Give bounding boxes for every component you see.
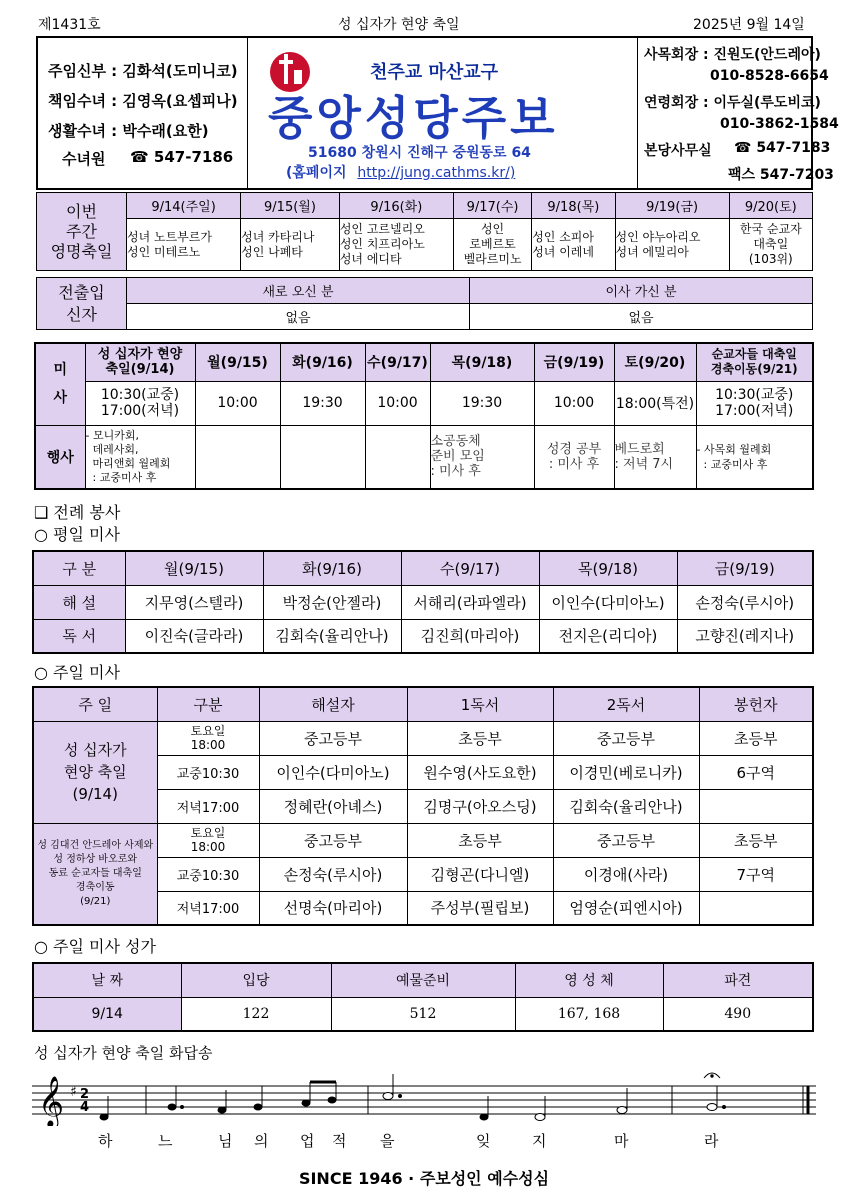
feast-day: 9/18(목): [532, 193, 615, 219]
psalm-title: 성 십자가 현양 축일 화답송: [34, 1044, 213, 1062]
office-label: 본당사무실: [644, 143, 712, 159]
psalm-staff: [32, 1066, 816, 1126]
sunday-cell: 초등부: [699, 823, 813, 857]
parish-address: 51680 창원시 진해구 중원동로 64: [308, 145, 531, 161]
sunday-cell: 초등부: [407, 823, 553, 857]
moves-label: 전출입 신자: [37, 278, 127, 330]
sunday-slot: 저녁17:00: [157, 891, 259, 925]
office-phone: ☎ 547-7183: [734, 140, 831, 156]
contacts: [638, 38, 839, 188]
event-cell: - 모니카회, 데레사회, 마리앤회 월례회 : 교중미사 후: [85, 425, 195, 489]
sunday-cell: 손정숙(루시아): [259, 857, 407, 891]
lyric-syllable: 님: [218, 1132, 233, 1150]
feast-saints: 한국 순교자 대축일 (103위): [729, 219, 812, 271]
feast-day: 9/16(화): [339, 193, 453, 219]
sunday-cell: 6구역: [699, 755, 813, 789]
sunday-header: 해설자: [259, 687, 407, 721]
sunday-cell: 선명숙(마리아): [259, 891, 407, 925]
weekday-cell: 이인수(다미아노): [539, 585, 677, 619]
sunday-cell: 김명구(아오스딩): [407, 789, 553, 823]
mass-label: 미 사: [35, 343, 85, 425]
event-cell: 성경 공부 : 미사 후: [534, 425, 614, 489]
sister-line-2: 생활수녀 : 박수래(요한): [48, 122, 209, 140]
sunday-cell: 엄영순(피엔시아): [553, 891, 699, 925]
feast-day: 9/17(수): [453, 193, 531, 219]
mass-time: 19:30: [430, 381, 534, 425]
sunday-slot: 저녁17:00: [157, 789, 259, 823]
event-cell: [195, 425, 280, 489]
hymn-number: 122: [181, 997, 331, 1031]
mass-time: 18:00(특전): [614, 381, 696, 425]
sunday-slot: 토요일 18:00: [157, 721, 259, 755]
hymn-header: 파견: [663, 963, 813, 997]
feast-day: 9/15(월): [241, 193, 340, 219]
sunday-cell: [699, 891, 813, 925]
issue-date: 2025년 9월 14일: [693, 17, 805, 33]
weekday-header: 구 분: [33, 551, 125, 585]
sunday-cell: 이인수(다미아노): [259, 755, 407, 789]
sunday-group-name: 성 십자가 현양 축일 (9/14): [33, 721, 157, 823]
mass-time: 10:30(교중) 17:00(저녁): [696, 381, 813, 425]
fax-number: 팩스 547-7203: [728, 167, 834, 183]
hymn-table: [32, 962, 814, 1032]
sunday-cell: 김형곤(다니엘): [407, 857, 553, 891]
homepage-link[interactable]: http://jung.cathms.kr/): [357, 165, 516, 181]
president-label: 사목회장 : 진원도(안드레아): [644, 47, 821, 63]
convent-label: 수녀원: [62, 150, 106, 168]
event-cell: [365, 425, 430, 489]
feast-day: 9/20(토): [729, 193, 812, 219]
weekday-cell: 전지은(리디아): [539, 619, 677, 653]
lyric-syllable: 라: [704, 1132, 719, 1150]
mass-time: 10:30(교중) 17:00(저녁): [85, 381, 195, 425]
weekday-cell: 손정숙(루시아): [677, 585, 813, 619]
feast-saints: 성녀 노트부르가 성인 미테르노: [127, 219, 241, 271]
lyric-syllable: 을: [380, 1132, 395, 1150]
mass-day-header: 순교자들 대축일 경축이동(9/21): [696, 343, 813, 381]
sunday-cell: 7구역: [699, 857, 813, 891]
sunday-roster: [32, 686, 814, 926]
masthead: [36, 36, 839, 190]
weekday-title: ○ 평일 미사: [34, 525, 120, 544]
sunday-header: 1독서: [407, 687, 553, 721]
sunday-header: 봉헌자: [699, 687, 813, 721]
weekday-role: 해 설: [33, 585, 125, 619]
event-cell: [280, 425, 365, 489]
hymn-number: 167, 168: [515, 997, 663, 1031]
mass-day-header: 월(9/15): [195, 343, 280, 381]
title-block: [248, 38, 638, 188]
sunday-cell: 중고등부: [259, 823, 407, 857]
note-heads: [100, 1073, 726, 1121]
clergy-info: [38, 38, 248, 188]
president-phone: 010-8528-6654: [710, 68, 829, 84]
weekday-cell: 김진희(마리아): [401, 619, 539, 653]
sunday-cell: 이경애(사라): [553, 857, 699, 891]
lyric-syllable: 적: [332, 1132, 347, 1150]
feast-day: 9/19(금): [615, 193, 729, 219]
mass-time: 10:00: [365, 381, 430, 425]
hymn-header: 입당: [181, 963, 331, 997]
homepage: [286, 162, 515, 182]
lyric-syllable: 마: [614, 1132, 629, 1150]
convent-phone: ☎ 547-7186: [130, 148, 234, 166]
mass-time: 19:30: [280, 381, 365, 425]
mass-time: 10:00: [534, 381, 614, 425]
mass-day-header: 수(9/17): [365, 343, 430, 381]
moves-in-value: 없음: [127, 304, 470, 330]
mass-time: 10:00: [195, 381, 280, 425]
hymn-number: 490: [663, 997, 813, 1031]
lyric-syllable: 잊: [476, 1132, 491, 1150]
moves-out-header: 이사 가신 분: [470, 278, 813, 304]
weekday-header: 화(9/16): [263, 551, 401, 585]
sunday-cell: 정혜란(아녜스): [259, 789, 407, 823]
feast-saints: 성인 로베르토 벨라르미노: [453, 219, 531, 271]
weekday-role: 독 서: [33, 619, 125, 653]
sunday-cell: 주성부(필립보): [407, 891, 553, 925]
sunday-slot: 토요일 18:00: [157, 823, 259, 857]
event-cell: 소공동체 준비 모임 : 미사 후: [430, 425, 534, 489]
sunday-cell: [699, 789, 813, 823]
weekday-cell: 서해리(라파엘라): [401, 585, 539, 619]
sunday-cell: 중고등부: [553, 823, 699, 857]
sodality-phone: 010-3862-1584: [720, 116, 839, 132]
mass-day-header: 금(9/19): [534, 343, 614, 381]
sunday-title: ○ 주일 미사: [34, 663, 120, 682]
feast-day: 9/14(주일): [127, 193, 241, 219]
liturgy-title: ❑ 전례 봉사: [34, 503, 121, 522]
sister-line-1: 책임수녀 : 김영옥(요셉피나): [48, 92, 238, 110]
moves-in-header: 새로 오신 분: [127, 278, 470, 304]
svg-text:4: 4: [80, 1100, 90, 1115]
weekday-header: 수(9/17): [401, 551, 539, 585]
feast-title: 성 십자가 현양 축일: [338, 17, 460, 33]
mass-day-header: 목(9/18): [430, 343, 534, 381]
sunday-cell: 김회숙(율리안나): [553, 789, 699, 823]
svg-text:2: 2: [80, 1087, 90, 1102]
hymn-header: 날 짜: [33, 963, 181, 997]
footer-motto: SINCE 1946 · 주보성인 예수성심: [298, 1169, 550, 1188]
mass-day-header: 토(9/20): [614, 343, 696, 381]
sharp-icon: ♯: [70, 1084, 77, 1100]
feast-saints: 성인 소피아 성녀 이레네: [532, 219, 615, 271]
weekday-header: 목(9/18): [539, 551, 677, 585]
sunday-slot: 교중10:30: [157, 755, 259, 789]
weekday-header: 금(9/19): [677, 551, 813, 585]
sunday-cell: 중고등부: [259, 721, 407, 755]
feast-saints: 성녀 카타리나 성인 나폐타: [241, 219, 340, 271]
weekday-cell: 지무영(스텔라): [125, 585, 263, 619]
mass-day-header: 성 십자가 현양 축일(9/14): [85, 343, 195, 381]
hymn-title: ○ 주일 미사 성가: [34, 937, 156, 956]
weekday-cell: 박정순(안젤라): [263, 585, 401, 619]
feast-saints: 성인 야누아리오 성녀 에밀리아: [615, 219, 729, 271]
moves-table: [36, 277, 813, 330]
bulletin-title: 중앙성당주보: [268, 91, 559, 145]
mass-day-header: 화(9/16): [280, 343, 365, 381]
hymn-header: 예물준비: [331, 963, 515, 997]
sunday-cell: 초등부: [407, 721, 553, 755]
treble-clef-icon: 𝄞: [38, 1076, 65, 1126]
sunday-cell: 중고등부: [553, 721, 699, 755]
sunday-group-name: 성 김대건 안드레아 사제와 성 정하상 바오로와 동료 순교자들 대축일 경축이동 (9/21): [33, 823, 157, 925]
weekday-cell: 고향진(레지나): [677, 619, 813, 653]
sunday-header: 2독서: [553, 687, 699, 721]
lyric-syllable: 의: [254, 1132, 269, 1150]
weekday-cell: 김회숙(율리안나): [263, 619, 401, 653]
weekday-roster: [32, 550, 814, 654]
lyric-syllable: 지: [532, 1132, 547, 1150]
hymn-number: 512: [331, 997, 515, 1031]
top-bar: [38, 14, 814, 34]
sodality-label: 연령회장 : 이두실(루도비코): [644, 95, 821, 111]
feast-saints: 성인 고르넬리오 성인 치프리아노 성녀 에디타: [339, 219, 453, 271]
weekday-header: 월(9/15): [125, 551, 263, 585]
sunday-cell: 초등부: [699, 721, 813, 755]
event-cell: 베드로회 : 저녁 7시: [614, 425, 696, 489]
lyric-syllable: 하: [98, 1132, 113, 1150]
moves-out-value: 없음: [470, 304, 813, 330]
lyric-syllable: 업: [300, 1132, 315, 1150]
sunday-header: 구분: [157, 687, 259, 721]
hymn-header: 영 성 체: [515, 963, 663, 997]
event-label: 행사: [35, 425, 85, 489]
event-cell: - 사목회 월례회 : 교중미사 후: [696, 425, 813, 489]
sunday-cell: 원수영(사도요한): [407, 755, 553, 789]
hymn-date: 9/14: [33, 997, 181, 1031]
lyric-syllable: 느: [158, 1132, 173, 1150]
sunday-slot: 교중10:30: [157, 857, 259, 891]
sunday-header: 주 일: [33, 687, 157, 721]
pastor-line: 주임신부 : 김화석(도미니코): [48, 62, 238, 80]
sunday-cell: 이경민(베로니카): [553, 755, 699, 789]
mass-schedule: [34, 342, 814, 490]
issue-number: 제1431호: [38, 17, 101, 33]
weekday-cell: 이진숙(글라라): [125, 619, 263, 653]
homepage-label: (홈페이지: [286, 165, 347, 181]
feast-label: 이번 주간 영명축일: [37, 193, 127, 271]
feast-table: [36, 192, 813, 271]
diocese-name: 천주교 마산교구: [370, 62, 498, 83]
